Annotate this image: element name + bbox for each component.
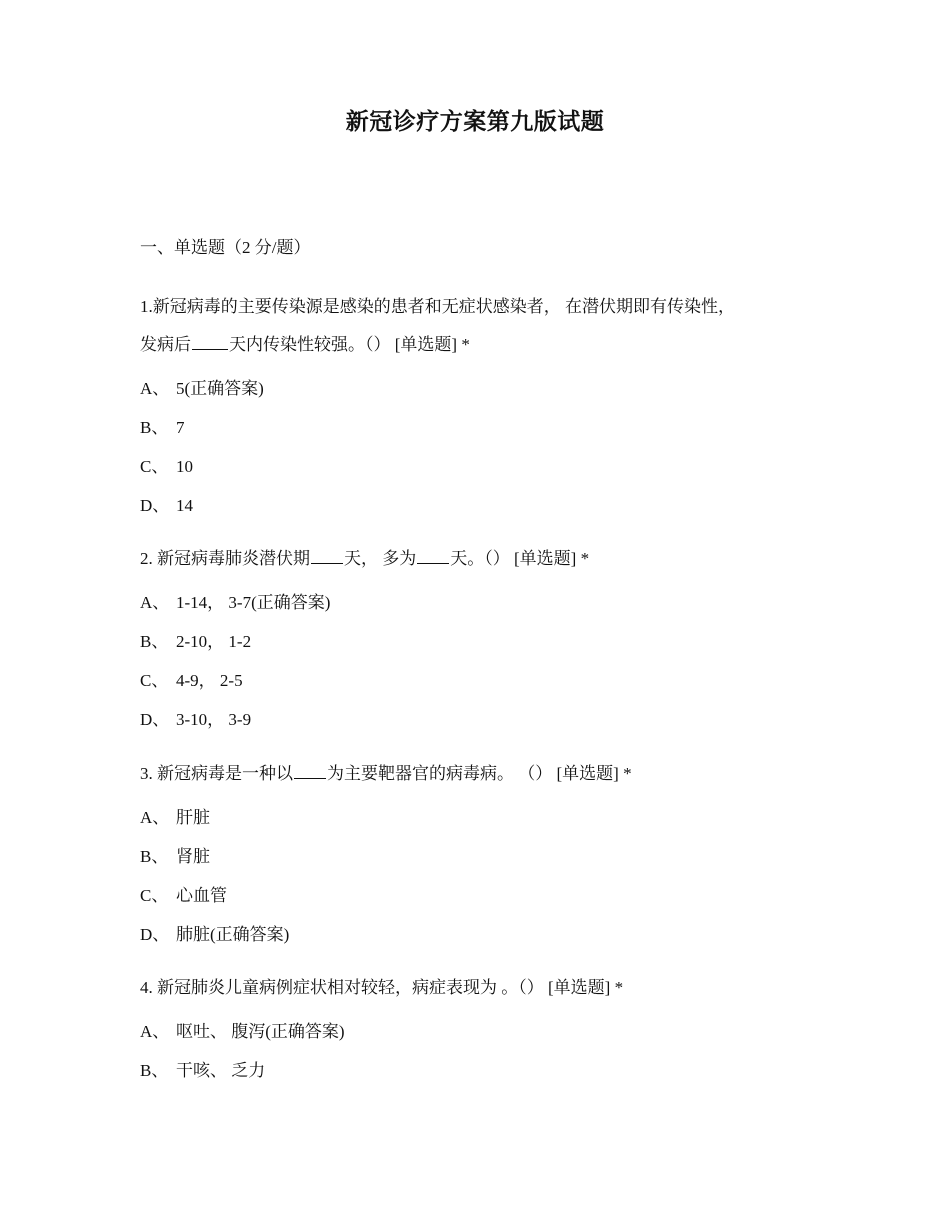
option-text: 10 — [176, 457, 193, 476]
question-3-option-a[interactable] — [140, 806, 210, 830]
question-1-option-a[interactable] — [140, 377, 264, 401]
question-1-stem-text: 天内传染性较强。（） [单选题] * — [229, 335, 470, 354]
option-text: 干咳、 乏力 — [176, 1061, 266, 1080]
answer-blank — [294, 762, 326, 779]
question-4-option-a[interactable] — [140, 1020, 345, 1044]
option-letter: A、 — [140, 808, 170, 827]
question-2-stem-text: 天， 多为 — [344, 549, 417, 568]
question-2-stem — [140, 547, 589, 571]
option-text: 肝脏 — [176, 808, 210, 827]
option-letter: B、 — [140, 418, 169, 437]
option-text: 1-14， 3-7(正确答案) — [176, 593, 331, 612]
option-text: 肺脏(正确答案) — [176, 925, 290, 944]
question-3-stem-text: 3. 新冠病毒是一种以 — [140, 764, 293, 783]
option-letter: A、 — [140, 1022, 170, 1041]
question-4-stem: 4. 新冠肺炎儿童病例症状相对较轻，病症表现为 。（） [单选题] * — [140, 978, 624, 997]
question-2-option-d[interactable] — [140, 708, 251, 732]
option-text: 14 — [176, 496, 193, 515]
question-2-option-b[interactable] — [140, 630, 251, 654]
question-2-option-c[interactable] — [140, 669, 243, 693]
section-heading: 一、单选题（2 分/题） — [140, 238, 311, 257]
option-text: 肾脏 — [176, 847, 210, 866]
option-letter: C、 — [140, 886, 169, 905]
answer-blank — [192, 333, 228, 350]
option-letter: B、 — [140, 847, 169, 866]
option-text: 呕吐、 腹泻(正确答案) — [176, 1022, 345, 1041]
question-2-stem-text: 2. 新冠病毒肺炎潜伏期 — [140, 549, 310, 568]
answer-blank — [417, 547, 449, 564]
question-1-option-b[interactable] — [140, 416, 185, 440]
option-text: 4-9， 2-5 — [176, 671, 243, 690]
option-letter: C、 — [140, 671, 169, 690]
question-2-option-a[interactable] — [140, 591, 330, 615]
question-1-option-c[interactable] — [140, 455, 193, 479]
question-1-stem-line-1: 1.新冠病毒的主要传染源是感染的患者和无症状感染者， 在潜伏期即有传染性， — [140, 297, 735, 316]
answer-blank — [311, 547, 343, 564]
question-4-option-b[interactable] — [140, 1059, 265, 1083]
option-letter: A、 — [140, 593, 170, 612]
option-text: 5(正确答案) — [176, 379, 264, 398]
option-letter: B、 — [140, 1061, 169, 1080]
question-1-option-d[interactable] — [140, 494, 193, 518]
option-text: 2-10， 1-2 — [176, 632, 252, 651]
option-letter: D、 — [140, 496, 170, 515]
option-text: 心血管 — [176, 886, 227, 905]
option-letter: B、 — [140, 632, 169, 651]
question-3-option-d[interactable] — [140, 923, 289, 947]
option-letter: A、 — [140, 379, 170, 398]
question-3-option-b[interactable] — [140, 845, 210, 869]
question-1-stem-line-2 — [140, 333, 470, 357]
question-1-stem-text: 发病后 — [140, 335, 191, 354]
page-title: 新冠诊疗方案第九版试题 — [345, 109, 605, 134]
question-3-stem — [140, 762, 632, 786]
option-text: 3-10， 3-9 — [176, 710, 252, 729]
question-3-option-c[interactable] — [140, 884, 227, 908]
option-letter: D、 — [140, 710, 170, 729]
option-text: 7 — [176, 418, 185, 437]
question-3-stem-text: 为主要靶器官的病毒病。 （） [单选题] * — [327, 764, 632, 783]
option-letter: D、 — [140, 925, 170, 944]
question-2-stem-text: 天。（） [单选题] * — [450, 549, 590, 568]
option-letter: C、 — [140, 457, 169, 476]
